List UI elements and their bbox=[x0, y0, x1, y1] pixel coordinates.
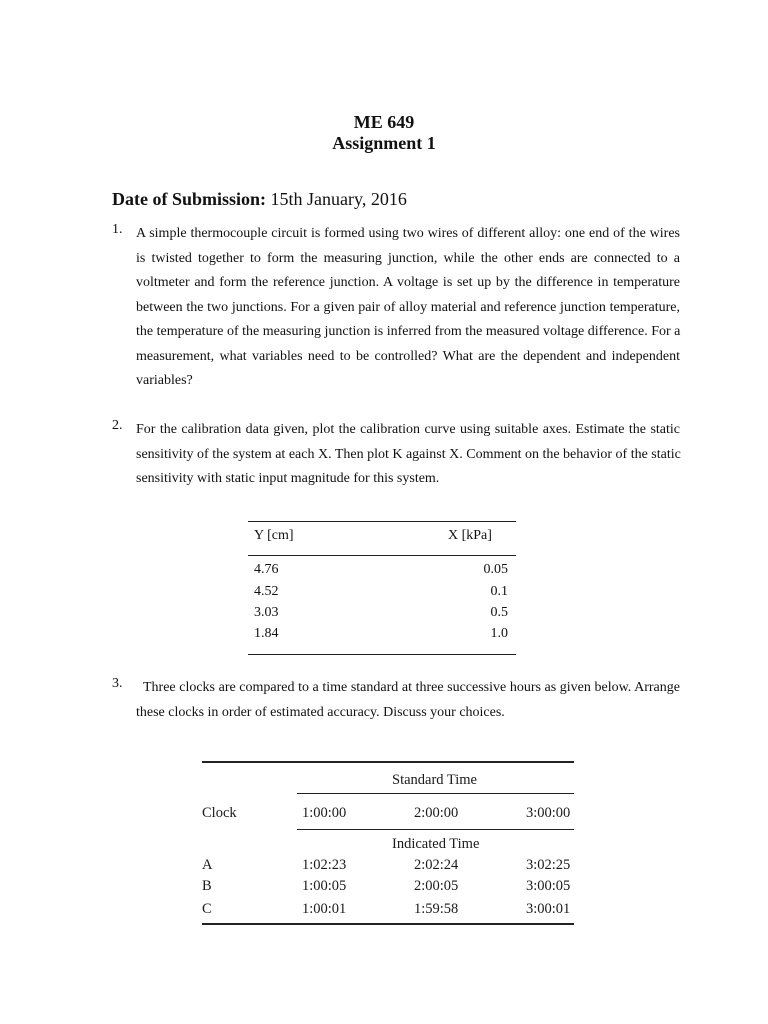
column-header-x: X [kPa] bbox=[448, 528, 492, 543]
clock-label: C bbox=[202, 901, 212, 917]
table-rule bbox=[248, 654, 516, 655]
question-number: 1. bbox=[112, 222, 123, 237]
question-line: these clocks in order of estimated accuracy. Discuss your choices. bbox=[136, 704, 505, 720]
table-rule bbox=[248, 521, 516, 522]
question-line: the temperature of the measuring junction is inferred from the measured voltage difference. For a bbox=[136, 324, 681, 339]
table-rule bbox=[297, 829, 574, 830]
question-number: 3. bbox=[112, 676, 123, 691]
question-line: measurement, what variables need to be controlled? What are the dependent and independent bbox=[136, 348, 680, 364]
submission-date-line bbox=[112, 187, 407, 211]
indicated-time: 3:00:01 bbox=[526, 901, 571, 917]
table-rule bbox=[297, 793, 574, 794]
question-3 bbox=[112, 676, 680, 725]
indicated-time: 2:02:24 bbox=[414, 857, 459, 873]
standard-time-2: 2:00:00 bbox=[414, 805, 459, 821]
cell-x: 0.1 bbox=[490, 584, 508, 599]
column-header-y: Y [cm] bbox=[254, 528, 294, 543]
indicated-time: 1:00:05 bbox=[302, 878, 347, 894]
cell-x: 1.0 bbox=[490, 626, 508, 641]
standard-time-3: 3:00:00 bbox=[526, 805, 571, 821]
question-line: sensitivity with static input magnitude for this system. bbox=[136, 471, 440, 486]
cell-x: 0.05 bbox=[483, 562, 508, 577]
question-line: For the calibration data given, plot the calibration curve using suitable axes. Estimate the static bbox=[136, 422, 680, 437]
cell-y: 4.76 bbox=[254, 562, 279, 577]
clock-label: A bbox=[202, 857, 213, 873]
assignment-title: Assignment 1 bbox=[332, 133, 436, 153]
cell-y: 1.84 bbox=[254, 626, 279, 641]
table-row bbox=[248, 623, 516, 644]
indicated-time: 1:02:23 bbox=[302, 857, 347, 873]
clock-label: B bbox=[202, 878, 212, 894]
table-rule bbox=[248, 555, 516, 556]
table-row bbox=[248, 602, 516, 623]
table-row bbox=[248, 581, 516, 602]
question-1 bbox=[112, 222, 680, 394]
table-rule bbox=[202, 761, 574, 763]
question-line: voltmeter and form the reference junction. A voltage is set up by the difference in temperature bbox=[136, 275, 680, 290]
indicated-time: 1:59:58 bbox=[414, 901, 459, 917]
indicated-time: 3:00:05 bbox=[526, 878, 571, 894]
cell-y: 3.03 bbox=[254, 605, 279, 620]
cell-y: 4.52 bbox=[254, 584, 279, 599]
question-line: is twisted together to form the measuring junction, while the other ends are connected to a bbox=[136, 250, 680, 266]
table-row bbox=[248, 559, 516, 580]
indicated-time-header: Indicated Time bbox=[392, 836, 480, 852]
indicated-time: 2:00:05 bbox=[414, 878, 459, 894]
submission-date: 15th January, 2016 bbox=[270, 189, 407, 209]
standard-time-header: Standard Time bbox=[392, 772, 477, 788]
clock-column-header: Clock bbox=[202, 805, 237, 821]
question-text bbox=[136, 222, 680, 394]
course-title: ME 649 bbox=[353, 112, 415, 132]
question-text bbox=[136, 418, 680, 492]
question-line: between the two junctions. For a given pair of alloy material and reference junction temperature, bbox=[136, 299, 680, 315]
submission-label: Date of Submission: bbox=[112, 189, 267, 209]
question-2 bbox=[112, 418, 680, 492]
indicated-time: 3:02:25 bbox=[526, 857, 571, 873]
question-line: sensitivity of the system at each X. Then plot K against X. Comment on the behavior of the static bbox=[136, 446, 681, 462]
table-rule bbox=[202, 923, 574, 925]
question-text bbox=[136, 676, 680, 725]
cell-x: 0.5 bbox=[490, 605, 508, 620]
standard-time-1: 1:00:00 bbox=[302, 805, 347, 821]
indicated-time: 1:00:01 bbox=[302, 901, 347, 917]
question-number: 2. bbox=[112, 418, 123, 433]
question-line: variables? bbox=[136, 373, 193, 388]
question-line: Three clocks are compared to a time standard at three successive hours as given below. Arrange bbox=[143, 680, 680, 695]
question-line: A simple thermocouple circuit is formed using two wires of different alloy: one end of the wires bbox=[136, 226, 680, 241]
